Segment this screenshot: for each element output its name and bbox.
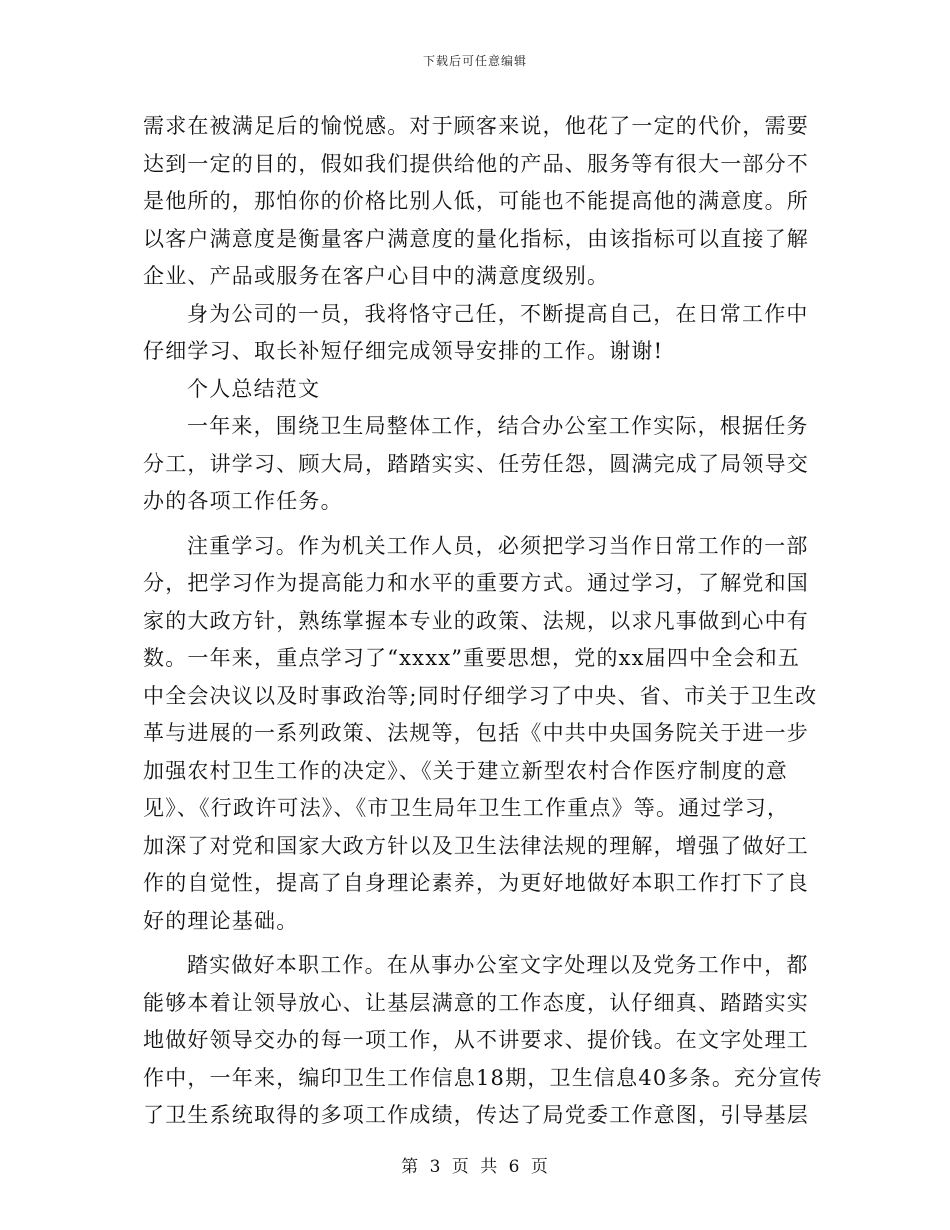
page-footer: 第 3 页 共 6 页 [401, 1157, 549, 1177]
text-line: 身为公司的一员，我将恪守己任，不断提高自己，在日常工作中 [187, 301, 809, 326]
text-line: 家的大政方针，熟练掌握本专业的政策、法规，以求凡事做到心中有 [143, 608, 809, 633]
text-line: 以客户满意度是衡量客户满意度的量化指标，由该指标可以直接了解 [143, 226, 809, 251]
paragraph [143, 947, 823, 1135]
paragraph [143, 408, 809, 521]
text-line: 见》、《行政许可法》、《市卫生局年卫生工作重点》等。通过学习， [143, 796, 790, 820]
text-line: 达到一定的目的，假如我们提供给他的产品、服务等有很大一部分不 [143, 151, 809, 176]
text-line: 企业、产品或服务在客户心目中的满意度级别。 [143, 264, 610, 288]
text-line: 加强农村卫生工作的决定》、《关于建立新型农村合作医疗制度的意 [143, 758, 788, 783]
text-line: 分，把学习作为提高能力和水平的重要方式。通过学习，了解党和国 [143, 571, 809, 595]
paragraph [143, 528, 818, 941]
text-line: 了卫生系统取得的多项工作成绩，传达了局党委工作意图，引导基层 [143, 1103, 809, 1127]
text-line: 个人总结范文 [187, 376, 321, 401]
paragraph [143, 108, 809, 296]
text-line: 踏实做好本职工作。在从事办公室文字处理以及党务工作中，都 [187, 953, 809, 977]
text-line: 分工，讲学习、顾大局，踏踏实实、任劳任怨，圆满完成了局领导交 [143, 451, 809, 476]
page-header: 下载后可任意编辑 [422, 54, 527, 68]
text-line: 中全会决议以及时事政治等;同时仔细学习了中央、省、市关于卫生改 [143, 683, 818, 708]
text-line: 数。一年来，重点学习了“xxxx”重要思想，党的xx届四中全会和五 [143, 646, 801, 670]
text-line: 仔细学习、取长补短仔细完成领导安排的工作。谢谢! [143, 339, 664, 363]
text-line: 能够本着让领导放心、让基层满意的工作态度，认仔细真、踏踏实实 [143, 990, 809, 1015]
text-line: 作中，一年来，编印卫生工作信息18期，卫生信息40多条。充分宣传 [143, 1065, 823, 1090]
text-line: 办的各项工作任务。 [143, 489, 343, 513]
text-line: 革与进展的一系列政策、法规等，包括《中共中央国务院关于进一步 [143, 721, 809, 745]
text-line: 好的理论基础。 [143, 908, 299, 933]
text-line: 是他所的，那怕你的价格比别人低，可能也不能提高他的满意度。所 [143, 189, 809, 213]
text-line: 作的自觉性，提高了自身理论素养，为更好地做好本职工作打下了良 [143, 871, 809, 895]
paragraph [143, 296, 809, 371]
text-line: 地做好领导交办的每一项工作，从不讲要求、提价钱。在文字处理工 [143, 1028, 809, 1052]
paragraph [143, 371, 803, 409]
text-line: 加深了对党和国家大政方针以及卫生法律法规的理解，增强了做好工 [143, 833, 809, 858]
text-line: 注重学习。作为机关工作人员，必须把学习当作日常工作的一部 [187, 533, 809, 558]
text-line: 一年来，围绕卫生局整体工作，结合办公室工作实际，根据任务 [187, 414, 809, 438]
document-body [143, 108, 823, 1135]
text-line: 需求在被满足后的愉悦感。对于顾客来说，他花了一定的代价，需要 [143, 114, 809, 138]
